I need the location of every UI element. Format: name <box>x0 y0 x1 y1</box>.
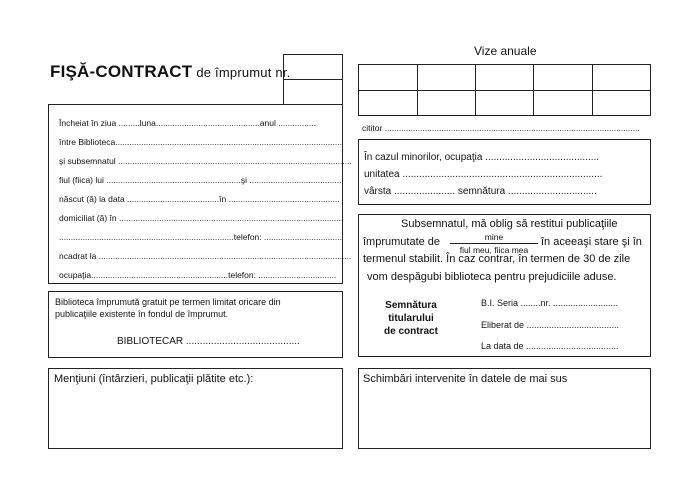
minors-unit[interactable]: unitatea ........................................................................ <box>364 169 603 180</box>
contract-details-box <box>48 104 352 284</box>
fraction-bottom: fiul meu, fiica mea <box>459 245 529 255</box>
issue-date-line[interactable]: La data de ..................................... <box>481 341 619 351</box>
id-series-line[interactable]: B.I. Seria ........nr. .......................... <box>481 298 619 308</box>
minors-box <box>358 139 651 205</box>
minors-age-signature[interactable]: vârsta ...................... semnătura ................................ <box>364 186 597 197</box>
issued-by-line[interactable]: Eliberat de ..................................... <box>481 320 620 330</box>
commitment-line4: vom despăgubi biblioteca pentru prejudiciile aduse. <box>367 271 617 283</box>
line-between-library[interactable]: între Biblioteca................................................................................................ <box>59 137 342 147</box>
annual-visas-title: Vize anuale <box>474 44 537 58</box>
line-concluded-date[interactable]: Încheiat în ziua .........luna............................................anul ................ <box>59 118 316 128</box>
changes-label: Schimbări intervenite în datele de mai sus <box>363 373 568 385</box>
library-notice-line2: publicaţiile existente în fondul de împrumut. <box>55 309 229 319</box>
form-title-main: FIŞĂ-CONTRACT <box>50 62 193 81</box>
mentions-box[interactable] <box>48 368 343 449</box>
borrower-fraction <box>450 232 538 255</box>
minors-occupation[interactable]: În cazul minorilor, ocupaţia ......................................... <box>364 152 600 163</box>
reader-line[interactable]: cititor ............................................................................................................ <box>362 123 640 133</box>
commitment-line3: termenul stabilit. În caz contrar, în termen de 30 de zile <box>363 253 631 265</box>
library-notice-box <box>48 291 343 358</box>
commitment-box <box>358 214 651 357</box>
changes-box[interactable] <box>358 368 651 449</box>
commitment-line2-prefix: împrumutate de <box>363 236 441 248</box>
line-domicile[interactable]: domiciliat (ă) în ............................................................................................... <box>59 213 344 223</box>
commitment-line1: Subsemnatul, mă oblig să restitui publicaţiile <box>401 218 618 230</box>
line-parents[interactable]: fiul (fiica) lui .........................................................şi ....................................... <box>59 175 342 185</box>
library-notice-line1: Biblioteca împrumută gratuit pe termen limitat oricare din <box>55 297 281 307</box>
line-phone[interactable]: ..........................................................................telefon: ................................. <box>59 232 342 242</box>
mentions-label: Menţiuni (întârzieri, publicaţii plătite etc.): <box>54 373 254 385</box>
line-employed-at[interactable]: ncadrat la ........................................................................................................... <box>59 251 352 261</box>
fraction-top: mine <box>484 232 504 242</box>
holder-signature-label[interactable]: Semnătura titularului de contract <box>384 300 438 337</box>
annual-visas-grid[interactable] <box>358 64 651 116</box>
librarian-signature[interactable]: BIBLIOTECAR ......................................... <box>117 336 300 347</box>
line-undersigned[interactable]: şi subsemnatul ................................................................................................... <box>59 156 352 166</box>
line-occupation[interactable]: ocupaţia..........................................................telefon: ................................. <box>59 270 337 280</box>
line-birth[interactable]: născut (ă) la data .......................................în ............................................... <box>59 194 340 204</box>
form-title-suffix: de împrumut nr. <box>196 65 291 80</box>
form-title <box>50 62 290 82</box>
commitment-line2-suffix: în aceeaşi stare şi în <box>541 236 642 248</box>
contract-number-box[interactable] <box>283 54 343 105</box>
